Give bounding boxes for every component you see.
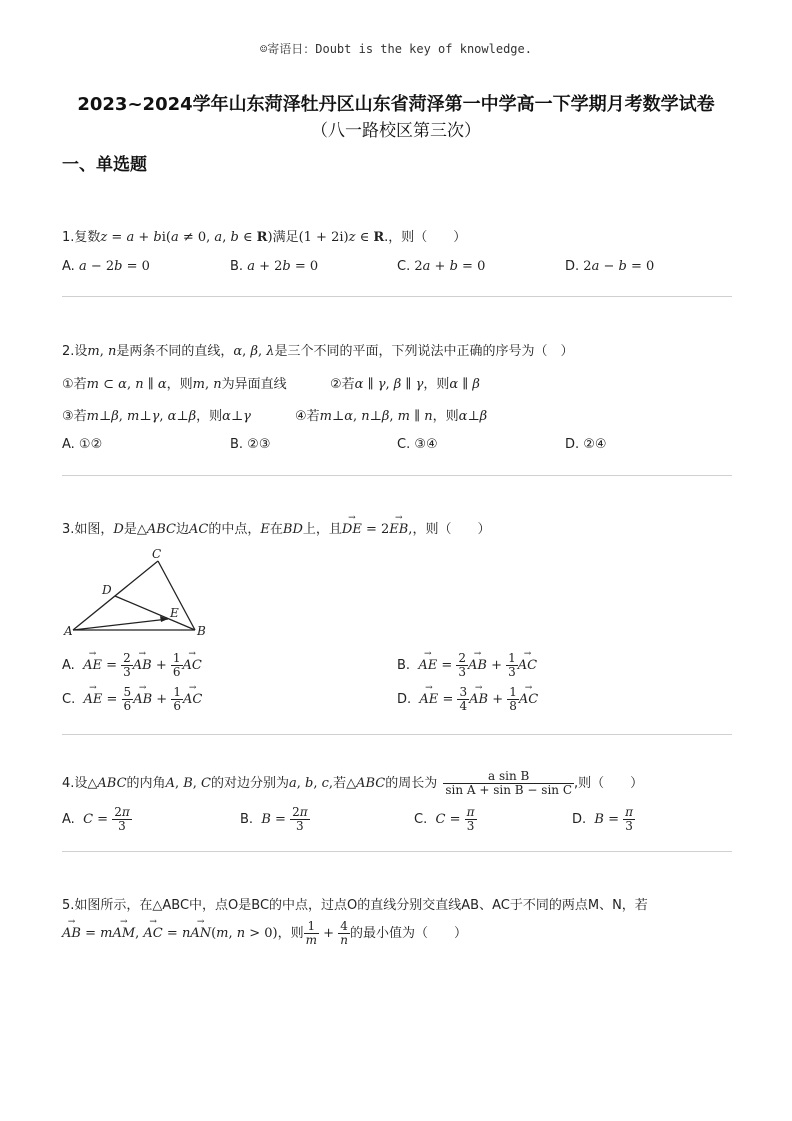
question-2-statement-1: ①若m ⊂ α, n ∥ α，则m, n为异面直线 xyxy=(62,377,287,392)
question-4-stem: 4.设△ABC的内角A, B, C的对边分别为a, b, c,若△ABC的周长为 $\frac{\text{a sin B}}{\text{sin A + sin B − sin C}}$ ,则（ ） xyxy=(62,769,644,797)
question-2-option-c[interactable]: C. ③④ xyxy=(397,437,438,452)
question-5-stem-line1: 5.如图所示，在△ABC中，点O是BC的中点，过点O的直线分别交直线AB、AC于不同的两点M、N，若 xyxy=(62,898,648,913)
question-2-statement-2: ②若α ∥ γ, β ∥ γ，则α ∥ β xyxy=(330,377,480,392)
label-a: A xyxy=(64,624,73,638)
triangle-diagram xyxy=(60,544,220,644)
page-title: 2023~2024学年山东菏泽牡丹区山东省菏泽第一中学高一下学期月考数学试卷 xyxy=(77,94,715,115)
question-2-option-d[interactable]: D. ②④ xyxy=(565,437,607,452)
question-4-option-c[interactable]: C. C = $\frac{\pi}{3}$ xyxy=(414,805,475,833)
question-2-stem: 2.设m, n是两条不同的直线，α, β, λ是三个不同的平面，下列说法中正确的序号为（ ） xyxy=(62,344,574,359)
vector-ae xyxy=(73,619,168,630)
question-4-option-a[interactable]: A. C = $\frac{2\pi}{3}$ xyxy=(62,805,130,833)
page-subtitle: （八一路校区第三次） xyxy=(311,121,481,141)
question-1-option-b[interactable]: B. a + 2b = 0 xyxy=(230,259,319,274)
question-divider xyxy=(62,734,732,735)
segment-db xyxy=(115,596,195,630)
question-4-option-d[interactable]: D. B = $\frac{\pi}{3}$ xyxy=(572,805,634,833)
question-3-stem: 3.如图，D是△ABC边AC的中点，E在BD上，且→ DE = 2→ EB,，则（ ） xyxy=(62,518,490,537)
question-3-option-a[interactable]: A. → AE = $\frac{2}{3}$ → AB + $\frac{1}{6}$ → AC xyxy=(62,652,202,679)
motto-line: ☺寄语日：Doubt is the key of knowledge. xyxy=(260,42,532,56)
label-b: B xyxy=(197,624,206,638)
question-3-option-b[interactable]: B. → AE = $\frac{2}{3}$ → AB + $\frac{1}{3}$ → AC xyxy=(397,652,537,679)
question-divider xyxy=(62,851,732,852)
question-divider xyxy=(62,475,732,476)
section-heading: 一、单选题 xyxy=(62,155,147,175)
side-ac xyxy=(73,561,158,630)
question-2-statement-4: ④若m⊥α, n⊥β, m ∥ n，则α⊥β xyxy=(295,409,488,424)
question-5-stem-line2: → AB = m→ AM, → AC = n→ AN(m, n > 0)，则 $\frac{1}{m}$ + $\frac{4}{n}$ 的最小值为（ ） xyxy=(62,920,467,947)
question-3-option-d[interactable]: D. → AE = $\frac{3}{4}$ → AB + $\frac{1}{8}$ → AC xyxy=(397,686,538,713)
question-2-option-b[interactable]: B. ②③ xyxy=(230,437,271,452)
label-c: C xyxy=(152,547,162,561)
question-2-statement-3: ③若m⊥β, m⊥γ, α⊥β，则α⊥γ xyxy=(62,409,251,424)
label-e: E xyxy=(170,606,179,620)
question-1-stem: 1.复数z = a + bi(a ≠ 0, a, b ∈ R)满足(1 + 2i)z ∈ R.，则（ ） xyxy=(62,230,467,245)
question-divider xyxy=(62,296,732,297)
question-1-option-d[interactable]: D. 2a − b = 0 xyxy=(565,259,655,274)
question-1-option-c[interactable]: C. 2a + b = 0 xyxy=(397,259,486,274)
question-4-option-b[interactable]: B. B = $\frac{2\pi}{3}$ xyxy=(240,805,308,833)
question-3-option-c[interactable]: C. → AE = $\frac{5}{6}$ → AB + $\frac{1}{6}$ → AC xyxy=(62,686,202,713)
question-1-option-a[interactable]: A. a − 2b = 0 xyxy=(62,259,150,274)
label-d: D xyxy=(102,583,112,597)
question-2-option-a[interactable]: A. ①② xyxy=(62,437,103,452)
